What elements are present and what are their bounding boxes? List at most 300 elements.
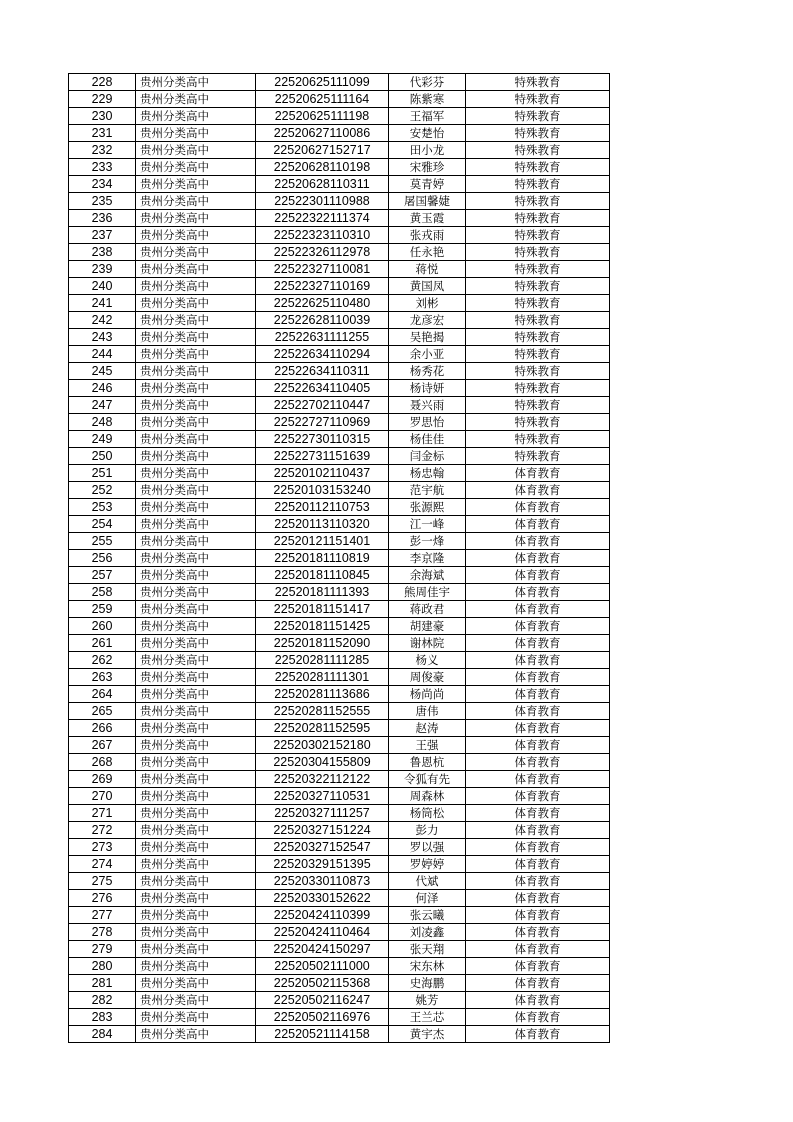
table-row	[69, 567, 610, 584]
row-number-cell: 239	[69, 261, 136, 278]
row-number-cell: 260	[69, 618, 136, 635]
exam-id-cell: 22522731151639	[256, 448, 389, 465]
student-name-cell: 安楚怡	[389, 125, 466, 142]
major-cell: 特殊教育	[466, 244, 610, 261]
row-number-cell: 251	[69, 465, 136, 482]
row-number-cell: 283	[69, 1009, 136, 1026]
student-name-cell: 杨尚尚	[389, 686, 466, 703]
category-cell: 贵州分类高中	[136, 839, 256, 856]
row-number-cell: 276	[69, 890, 136, 907]
exam-id-cell: 22520327152547	[256, 839, 389, 856]
category-cell: 贵州分类高中	[136, 652, 256, 669]
table-row	[69, 992, 610, 1009]
category-cell: 贵州分类高中	[136, 261, 256, 278]
student-name-cell: 杨忠翰	[389, 465, 466, 482]
table-row	[69, 380, 610, 397]
table-row	[69, 278, 610, 295]
category-cell: 贵州分类高中	[136, 533, 256, 550]
exam-id-cell: 22520627152717	[256, 142, 389, 159]
major-cell: 特殊教育	[466, 108, 610, 125]
exam-id-cell: 22520521114158	[256, 1026, 389, 1043]
student-name-cell: 罗婷婷	[389, 856, 466, 873]
student-name-cell: 蒋悦	[389, 261, 466, 278]
row-number-cell: 268	[69, 754, 136, 771]
table-row	[69, 805, 610, 822]
row-number-cell: 230	[69, 108, 136, 125]
student-name-cell: 杨诗妍	[389, 380, 466, 397]
major-cell: 特殊教育	[466, 176, 610, 193]
student-name-cell: 聂兴雨	[389, 397, 466, 414]
exam-id-cell: 22520181111393	[256, 584, 389, 601]
student-name-cell: 王强	[389, 737, 466, 754]
exam-id-cell: 22520329151395	[256, 856, 389, 873]
major-cell: 体育教育	[466, 839, 610, 856]
student-name-cell: 龙彦宏	[389, 312, 466, 329]
major-cell: 体育教育	[466, 771, 610, 788]
category-cell: 贵州分类高中	[136, 958, 256, 975]
major-cell: 体育教育	[466, 703, 610, 720]
category-cell: 贵州分类高中	[136, 822, 256, 839]
row-number-cell: 237	[69, 227, 136, 244]
major-cell: 特殊教育	[466, 329, 610, 346]
major-cell: 体育教育	[466, 805, 610, 822]
major-cell: 特殊教育	[466, 125, 610, 142]
student-name-cell: 周俊豪	[389, 669, 466, 686]
table-row	[69, 108, 610, 125]
table-row	[69, 91, 610, 108]
exam-id-cell: 22520424150297	[256, 941, 389, 958]
row-number-cell: 270	[69, 788, 136, 805]
exam-id-cell: 22520121151401	[256, 533, 389, 550]
major-cell: 体育教育	[466, 669, 610, 686]
category-cell: 贵州分类高中	[136, 788, 256, 805]
major-cell: 体育教育	[466, 601, 610, 618]
table-row	[69, 686, 610, 703]
category-cell: 贵州分类高中	[136, 941, 256, 958]
major-cell: 体育教育	[466, 822, 610, 839]
student-name-cell: 代彩芬	[389, 74, 466, 91]
major-cell: 特殊教育	[466, 278, 610, 295]
major-cell: 体育教育	[466, 584, 610, 601]
table-row	[69, 924, 610, 941]
exam-id-cell: 22520181151417	[256, 601, 389, 618]
student-name-cell: 杨秀花	[389, 363, 466, 380]
table-row	[69, 261, 610, 278]
major-cell: 特殊教育	[466, 312, 610, 329]
student-name-cell: 江一峰	[389, 516, 466, 533]
row-number-cell: 232	[69, 142, 136, 159]
row-number-cell: 280	[69, 958, 136, 975]
student-name-cell: 罗思怡	[389, 414, 466, 431]
category-cell: 贵州分类高中	[136, 1009, 256, 1026]
student-name-cell: 杨义	[389, 652, 466, 669]
row-number-cell: 277	[69, 907, 136, 924]
major-cell: 体育教育	[466, 754, 610, 771]
student-name-cell: 屠国馨婕	[389, 193, 466, 210]
major-cell: 体育教育	[466, 737, 610, 754]
table-row	[69, 788, 610, 805]
row-number-cell: 263	[69, 669, 136, 686]
exam-id-cell: 22520103153240	[256, 482, 389, 499]
exam-id-cell: 22522631111255	[256, 329, 389, 346]
student-name-cell: 杨筒松	[389, 805, 466, 822]
exam-id-cell: 22522322111374	[256, 210, 389, 227]
student-name-cell: 张戎雨	[389, 227, 466, 244]
row-number-cell: 256	[69, 550, 136, 567]
exam-id-cell: 22520625111164	[256, 91, 389, 108]
student-name-cell: 黄宇杰	[389, 1026, 466, 1043]
category-cell: 贵州分类高中	[136, 907, 256, 924]
major-cell: 体育教育	[466, 618, 610, 635]
student-name-cell: 王福军	[389, 108, 466, 125]
major-cell: 体育教育	[466, 482, 610, 499]
student-name-cell: 姚芳	[389, 992, 466, 1009]
table-row	[69, 652, 610, 669]
table-row	[69, 516, 610, 533]
category-cell: 贵州分类高中	[136, 244, 256, 261]
category-cell: 贵州分类高中	[136, 414, 256, 431]
row-number-cell: 282	[69, 992, 136, 1009]
major-cell: 特殊教育	[466, 414, 610, 431]
row-number-cell: 252	[69, 482, 136, 499]
row-number-cell: 238	[69, 244, 136, 261]
table-row	[69, 482, 610, 499]
row-number-cell: 253	[69, 499, 136, 516]
student-name-cell: 王兰芯	[389, 1009, 466, 1026]
row-number-cell: 275	[69, 873, 136, 890]
category-cell: 贵州分类高中	[136, 737, 256, 754]
category-cell: 贵州分类高中	[136, 312, 256, 329]
student-name-cell: 胡建豪	[389, 618, 466, 635]
student-name-cell: 任永艳	[389, 244, 466, 261]
table-row	[69, 669, 610, 686]
student-name-cell: 何泽	[389, 890, 466, 907]
exam-id-cell: 22520628110198	[256, 159, 389, 176]
major-cell: 特殊教育	[466, 397, 610, 414]
row-number-cell: 247	[69, 397, 136, 414]
category-cell: 贵州分类高中	[136, 227, 256, 244]
table-row	[69, 142, 610, 159]
exam-id-cell: 22520424110464	[256, 924, 389, 941]
major-cell: 特殊教育	[466, 74, 610, 91]
row-number-cell: 250	[69, 448, 136, 465]
category-cell: 贵州分类高中	[136, 278, 256, 295]
category-cell: 贵州分类高中	[136, 193, 256, 210]
major-cell: 体育教育	[466, 652, 610, 669]
table-row	[69, 431, 610, 448]
row-number-cell: 271	[69, 805, 136, 822]
student-name-cell: 令狐有先	[389, 771, 466, 788]
row-number-cell: 240	[69, 278, 136, 295]
student-name-cell: 鲁恩杭	[389, 754, 466, 771]
category-cell: 贵州分类高中	[136, 448, 256, 465]
table-row	[69, 584, 610, 601]
category-cell: 贵州分类高中	[136, 210, 256, 227]
row-number-cell: 228	[69, 74, 136, 91]
student-name-cell: 张天翔	[389, 941, 466, 958]
category-cell: 贵州分类高中	[136, 516, 256, 533]
row-number-cell: 281	[69, 975, 136, 992]
major-cell: 特殊教育	[466, 227, 610, 244]
exam-id-cell: 22522730110315	[256, 431, 389, 448]
student-name-cell: 宋东林	[389, 958, 466, 975]
table-row	[69, 975, 610, 992]
row-number-cell: 258	[69, 584, 136, 601]
table-row	[69, 329, 610, 346]
table-row	[69, 958, 610, 975]
student-name-cell: 余小亚	[389, 346, 466, 363]
major-cell: 体育教育	[466, 686, 610, 703]
admission-table	[68, 73, 610, 1043]
row-number-cell: 257	[69, 567, 136, 584]
exam-id-cell: 22522634110294	[256, 346, 389, 363]
major-cell: 特殊教育	[466, 448, 610, 465]
row-number-cell: 264	[69, 686, 136, 703]
table-row	[69, 74, 610, 91]
exam-id-cell: 22520502116976	[256, 1009, 389, 1026]
student-name-cell: 刘凌鑫	[389, 924, 466, 941]
exam-id-cell: 22520281111285	[256, 652, 389, 669]
table-row	[69, 346, 610, 363]
row-number-cell: 233	[69, 159, 136, 176]
table-row	[69, 873, 610, 890]
exam-id-cell: 22520327151224	[256, 822, 389, 839]
exam-id-cell: 22520322112122	[256, 771, 389, 788]
table-row	[69, 499, 610, 516]
category-cell: 贵州分类高中	[136, 499, 256, 516]
table-row	[69, 397, 610, 414]
table-row	[69, 465, 610, 482]
student-name-cell: 黄国凤	[389, 278, 466, 295]
category-cell: 贵州分类高中	[136, 890, 256, 907]
table-row	[69, 737, 610, 754]
exam-id-cell: 22520181152090	[256, 635, 389, 652]
major-cell: 特殊教育	[466, 380, 610, 397]
student-name-cell: 熊周佳宇	[389, 584, 466, 601]
category-cell: 贵州分类高中	[136, 108, 256, 125]
student-name-cell: 代斌	[389, 873, 466, 890]
student-name-cell: 周森林	[389, 788, 466, 805]
row-number-cell: 273	[69, 839, 136, 856]
exam-id-cell: 22520502115368	[256, 975, 389, 992]
row-number-cell: 255	[69, 533, 136, 550]
major-cell: 体育教育	[466, 975, 610, 992]
major-cell: 体育教育	[466, 516, 610, 533]
row-number-cell: 246	[69, 380, 136, 397]
major-cell: 特殊教育	[466, 210, 610, 227]
major-cell: 体育教育	[466, 788, 610, 805]
row-number-cell: 274	[69, 856, 136, 873]
major-cell: 体育教育	[466, 465, 610, 482]
row-number-cell: 248	[69, 414, 136, 431]
major-cell: 特殊教育	[466, 91, 610, 108]
row-number-cell: 241	[69, 295, 136, 312]
exam-id-cell: 22520102110437	[256, 465, 389, 482]
major-cell: 特殊教育	[466, 159, 610, 176]
major-cell: 体育教育	[466, 924, 610, 941]
row-number-cell: 234	[69, 176, 136, 193]
row-number-cell: 262	[69, 652, 136, 669]
category-cell: 贵州分类高中	[136, 159, 256, 176]
category-cell: 贵州分类高中	[136, 380, 256, 397]
category-cell: 贵州分类高中	[136, 550, 256, 567]
student-name-cell: 唐伟	[389, 703, 466, 720]
exam-id-cell: 22520625111099	[256, 74, 389, 91]
category-cell: 贵州分类高中	[136, 431, 256, 448]
table-row	[69, 754, 610, 771]
student-name-cell: 田小龙	[389, 142, 466, 159]
row-number-cell: 272	[69, 822, 136, 839]
category-cell: 贵州分类高中	[136, 720, 256, 737]
major-cell: 体育教育	[466, 635, 610, 652]
exam-id-cell: 22520281113686	[256, 686, 389, 703]
exam-id-cell: 22522326112978	[256, 244, 389, 261]
table-row	[69, 244, 610, 261]
student-name-cell: 范宇航	[389, 482, 466, 499]
row-number-cell: 267	[69, 737, 136, 754]
major-cell: 特殊教育	[466, 142, 610, 159]
category-cell: 贵州分类高中	[136, 465, 256, 482]
category-cell: 贵州分类高中	[136, 992, 256, 1009]
table-row	[69, 907, 610, 924]
table-row	[69, 159, 610, 176]
student-name-cell: 刘彬	[389, 295, 466, 312]
exam-id-cell: 22520330110873	[256, 873, 389, 890]
row-number-cell: 249	[69, 431, 136, 448]
major-cell: 体育教育	[466, 992, 610, 1009]
major-cell: 体育教育	[466, 1009, 610, 1026]
exam-id-cell: 22520625111198	[256, 108, 389, 125]
student-name-cell: 谢林院	[389, 635, 466, 652]
student-name-cell: 杨佳佳	[389, 431, 466, 448]
major-cell: 体育教育	[466, 1026, 610, 1043]
category-cell: 贵州分类高中	[136, 669, 256, 686]
exam-id-cell: 22522727110969	[256, 414, 389, 431]
row-number-cell: 259	[69, 601, 136, 618]
major-cell: 体育教育	[466, 550, 610, 567]
table-row	[69, 363, 610, 380]
exam-id-cell: 22520302152180	[256, 737, 389, 754]
category-cell: 贵州分类高中	[136, 329, 256, 346]
table-row	[69, 193, 610, 210]
category-cell: 贵州分类高中	[136, 805, 256, 822]
table-row	[69, 771, 610, 788]
table-row	[69, 227, 610, 244]
category-cell: 贵州分类高中	[136, 856, 256, 873]
student-name-cell: 黄玉霞	[389, 210, 466, 227]
exam-id-cell: 22522323110310	[256, 227, 389, 244]
category-cell: 贵州分类高中	[136, 567, 256, 584]
table-row	[69, 1026, 610, 1043]
exam-id-cell: 22520281111301	[256, 669, 389, 686]
category-cell: 贵州分类高中	[136, 754, 256, 771]
major-cell: 体育教育	[466, 958, 610, 975]
exam-id-cell: 22520281152595	[256, 720, 389, 737]
category-cell: 贵州分类高中	[136, 346, 256, 363]
category-cell: 贵州分类高中	[136, 686, 256, 703]
row-number-cell: 265	[69, 703, 136, 720]
row-number-cell: 254	[69, 516, 136, 533]
row-number-cell: 229	[69, 91, 136, 108]
student-name-cell: 史海鹏	[389, 975, 466, 992]
exam-id-cell: 22520327111257	[256, 805, 389, 822]
table-row	[69, 176, 610, 193]
student-name-cell: 彭一烽	[389, 533, 466, 550]
major-cell: 体育教育	[466, 567, 610, 584]
category-cell: 贵州分类高中	[136, 975, 256, 992]
major-cell: 特殊教育	[466, 431, 610, 448]
row-number-cell: 279	[69, 941, 136, 958]
exam-id-cell: 22520330152622	[256, 890, 389, 907]
exam-id-cell: 22520113110320	[256, 516, 389, 533]
exam-id-cell: 22520327110531	[256, 788, 389, 805]
student-name-cell: 蒋政君	[389, 601, 466, 618]
table-row	[69, 125, 610, 142]
category-cell: 贵州分类高中	[136, 91, 256, 108]
row-number-cell: 278	[69, 924, 136, 941]
exam-id-cell: 22522702110447	[256, 397, 389, 414]
major-cell: 特殊教育	[466, 193, 610, 210]
row-number-cell: 231	[69, 125, 136, 142]
row-number-cell: 284	[69, 1026, 136, 1043]
major-cell: 体育教育	[466, 533, 610, 550]
table-row	[69, 635, 610, 652]
table-row	[69, 414, 610, 431]
category-cell: 贵州分类高中	[136, 635, 256, 652]
table-row	[69, 1009, 610, 1026]
table-row	[69, 448, 610, 465]
exam-id-cell: 22520502111000	[256, 958, 389, 975]
exam-id-cell: 22522625110480	[256, 295, 389, 312]
exam-id-cell: 22522301110988	[256, 193, 389, 210]
row-number-cell: 242	[69, 312, 136, 329]
exam-id-cell: 22520112110753	[256, 499, 389, 516]
row-number-cell: 245	[69, 363, 136, 380]
student-name-cell: 张源熙	[389, 499, 466, 516]
category-cell: 贵州分类高中	[136, 618, 256, 635]
row-number-cell: 244	[69, 346, 136, 363]
major-cell: 特殊教育	[466, 363, 610, 380]
category-cell: 贵州分类高中	[136, 601, 256, 618]
table-row	[69, 618, 610, 635]
exam-id-cell: 22520502116247	[256, 992, 389, 1009]
major-cell: 体育教育	[466, 499, 610, 516]
major-cell: 特殊教育	[466, 261, 610, 278]
exam-id-cell: 22522634110405	[256, 380, 389, 397]
table-row	[69, 295, 610, 312]
major-cell: 特殊教育	[466, 295, 610, 312]
row-number-cell: 235	[69, 193, 136, 210]
category-cell: 贵州分类高中	[136, 74, 256, 91]
category-cell: 贵州分类高中	[136, 142, 256, 159]
exam-id-cell: 22520181110819	[256, 550, 389, 567]
category-cell: 贵州分类高中	[136, 873, 256, 890]
exam-id-cell: 22520304155809	[256, 754, 389, 771]
student-name-cell: 吴艳揭	[389, 329, 466, 346]
student-name-cell: 彭力	[389, 822, 466, 839]
category-cell: 贵州分类高中	[136, 295, 256, 312]
table-body	[69, 74, 610, 1043]
exam-id-cell: 22520627110086	[256, 125, 389, 142]
table-row	[69, 533, 610, 550]
major-cell: 体育教育	[466, 720, 610, 737]
table-row	[69, 703, 610, 720]
exam-id-cell: 22522628110039	[256, 312, 389, 329]
category-cell: 贵州分类高中	[136, 584, 256, 601]
table-row	[69, 822, 610, 839]
exam-id-cell: 22520181151425	[256, 618, 389, 635]
major-cell: 体育教育	[466, 873, 610, 890]
